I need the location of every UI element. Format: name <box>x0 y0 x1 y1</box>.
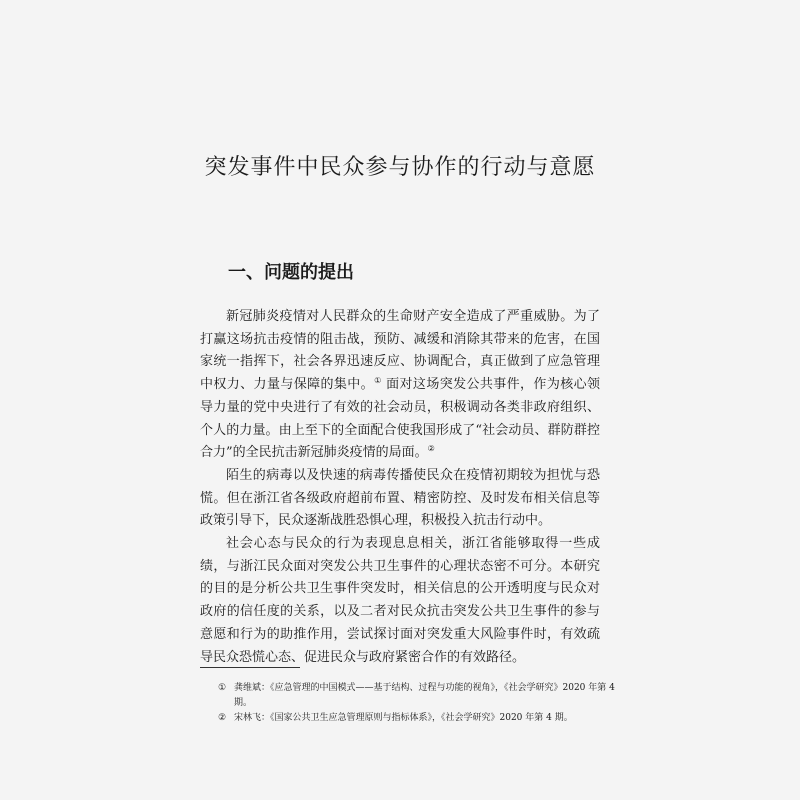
paragraph-1 <box>200 306 600 465</box>
footnotes <box>218 681 618 726</box>
page-title: 突发事件中民众参与协作的行动与意愿 <box>204 155 596 180</box>
paragraph-1-part-1: 新冠肺炎疫情对人民群众的生命财产安全造成了严重威胁。为了打赢这场抗击疫情的阻击战，预防、减缓和消除其带来的危害，在国家统一指挥下，社会各界迅速反应、协调配合，真正做到了应急管理中权力、力量与保障的集中。 <box>200 309 600 393</box>
paragraph-3: 社会心态与民众的行为表现息息相关，浙江省能够取得一些成绩，与浙江民众面对突发公共卫生事件的心理状态密不可分。本研究的目的是分析公共卫生事件突发时，相关信息的公开透明度与民众对政府的信任度的关系，以及二者对民众抗击突发公共卫生事件的参与意愿和行为的助推作用，尝试探讨面对突发重大风险事件时，有效疏导民众恐慌心态、促进民众与政府紧密合作的有效路径。 <box>200 536 600 665</box>
footnote-ref-2: ② <box>427 444 435 454</box>
footnote-number: ② <box>218 713 227 723</box>
footnote-separator <box>200 667 300 668</box>
body-text <box>200 306 600 669</box>
footnote-text: 龚维斌：《应急管理的中国模式——基于结构、过程与功能的视角》，《社会学研究》2020 年第 4 期。 <box>234 683 615 708</box>
footnote-1 <box>218 681 618 711</box>
footnote-ref-1: ① <box>374 376 382 386</box>
footnote-text: 宋林飞：《国家公共卫生应急管理原则与指标体系》，《社会学研究》2020 年第 4 期。 <box>234 713 573 723</box>
footnote-number: ① <box>218 683 227 693</box>
paragraph-2: 陌生的病毒以及快速的病毒传播使民众在疫情初期较为担忧与恐慌。但在浙江省各级政府超前布置、精密防控、及时发布相关信息等政策引导下，民众逐渐战胜恐惧心理，积极投入抗击行动中。 <box>200 467 600 529</box>
footnote-2 <box>218 711 618 726</box>
paragraph-1-part-2: 面对这场突发公共事件，作为核心领导力量的党中央进行了有效的社会动员，积极调动各类非政府组织、个人的力量。由上至下的全面配合使我国形成了“社会动员、群防群控合力”的全民抗击新冠肺炎疫情的局面。 <box>200 377 600 461</box>
section-heading: 一、问题的提出 <box>228 262 354 283</box>
